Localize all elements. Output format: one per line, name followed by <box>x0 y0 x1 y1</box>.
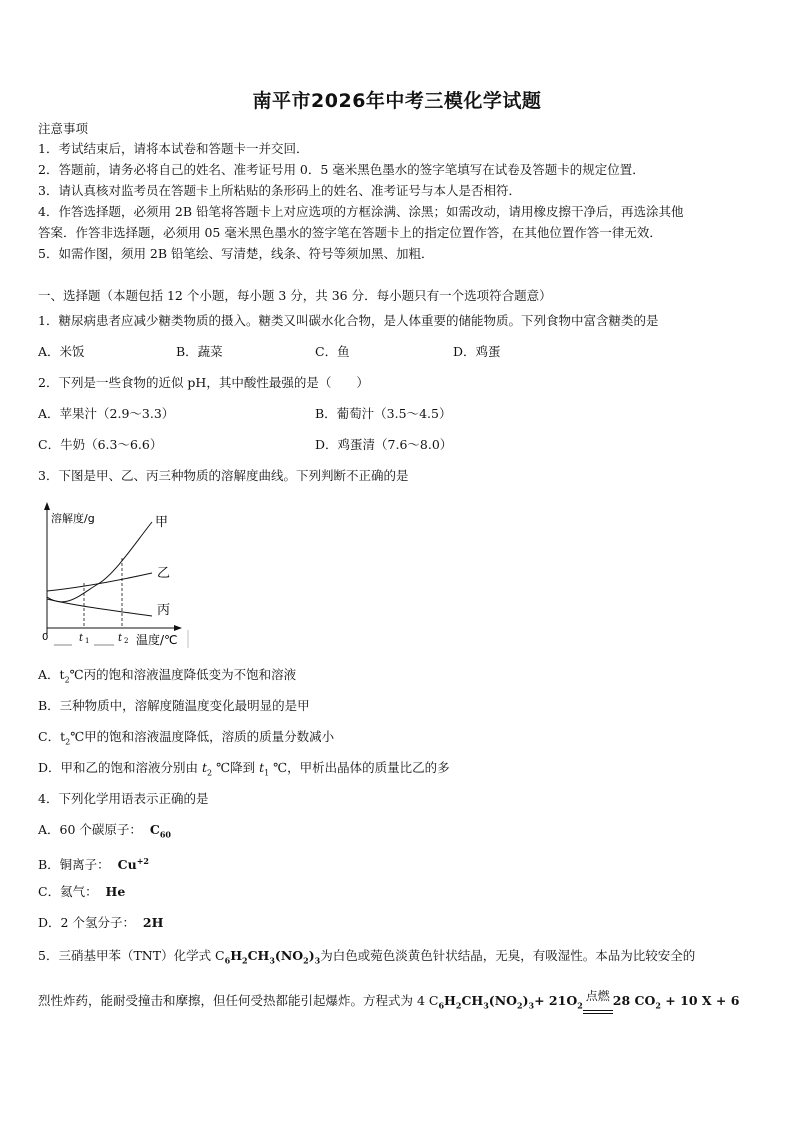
option-c-text: ℃甲的饱和溶液温度降低，溶质的质量分数减小 <box>70 729 335 744</box>
option-b: B．蔬菜 <box>176 344 223 359</box>
formula: C <box>149 822 160 837</box>
q5-text: 5．三硝基甲苯（TNT）化学式 C <box>38 948 225 963</box>
t1-label: t <box>79 633 84 644</box>
tnt-formula: $_6H_2CH_3(NO_2)_3$ <box>438 993 535 1011</box>
t2-subscript: 2 <box>124 637 129 645</box>
question-stem: 4．下列化学用语表示正确的是 <box>38 791 209 806</box>
option-a-subscript: 2 <box>64 675 70 685</box>
q5-text: 为白色或菀色淡黄色针状结晶，无臭，有吸湿性。本品为比较安全的 <box>320 948 696 963</box>
question-stem-line2 <box>38 988 740 1014</box>
option-a <box>38 667 296 689</box>
tnt-formula: $_6H_2CH_3(NO_2)_3$ <box>224 948 321 966</box>
reaction-condition: 点燃 <box>585 988 610 1003</box>
curve-jia <box>47 522 152 602</box>
option-c-text: C．氦气： <box>38 884 98 899</box>
option-b: B．三种物质中，溶解度随温度变化最明显的是甲 <box>38 698 310 713</box>
notice-item: 2．答题前，请务必将自己的姓名、准考证号用 0．5 毫米黑色墨水的签字笔填写在试卷及答题卡的规定位置． <box>38 162 645 177</box>
option-d <box>38 915 163 931</box>
option-c: C．鱼 <box>315 344 350 359</box>
curve-yi <box>47 573 152 591</box>
formula: Cu <box>117 857 137 873</box>
t-symbol: t <box>259 760 265 775</box>
option-c-subscript: 2 <box>65 737 71 747</box>
label-bing: 丙 <box>157 603 171 618</box>
option-a: A．米饭 <box>38 344 85 359</box>
reactant: + 21O <box>534 993 578 1008</box>
option-c: C．牛奶（6.3～6.6） <box>38 437 163 452</box>
subscript: 60 <box>159 829 171 840</box>
option-d-text: ℃，甲析出晶体的质量比乙的多 <box>269 760 450 775</box>
label-jia: 甲 <box>155 515 169 530</box>
section-heading: 一、选择题（本题包括 12 个小题，每小题 3 分，共 36 分．每小题只有一个选项符合题意） <box>38 288 552 303</box>
subscript: 2 <box>577 1000 583 1011</box>
page-title: 南平市2026年中考三模化学试题 <box>252 90 542 112</box>
question-stem: 1．糖尿病患者应减少糖类物质的摄入。糖类又叫碳水化合物，是人体重要的储能物质。下列食物中富含糖类的是 <box>38 313 659 328</box>
y-axis-label: 溶解度/g <box>51 512 95 525</box>
equals-bar <box>583 1010 613 1014</box>
option-a <box>38 822 171 843</box>
formula: 2H <box>142 915 164 930</box>
q5-text: 烈性炸药，能耐受撞击和摩擦，但任何受热都能引起爆炸。方程式为 4 C <box>38 993 439 1008</box>
option-a-prefix: A．t <box>38 667 65 682</box>
label-yi: 乙 <box>157 566 171 581</box>
option-b: B．葡萄汁（3.5～4.5） <box>315 406 452 421</box>
t1-subscript: 1 <box>85 637 90 645</box>
question-stem: 2．下列是一些食物的近似 pH，其中酸性最强的是（ ） <box>38 375 369 390</box>
option-d-text: D．2 个氢分子： <box>38 915 135 930</box>
option-d: D．鸡蛋清（7.6～8.0） <box>315 437 453 452</box>
question-stem: 3．下图是甲、乙、丙三种物质的溶解度曲线。下列判断不正确的是 <box>38 468 409 483</box>
option-a: A．苹果汁（2.9～3.3） <box>38 406 175 421</box>
option-b <box>38 853 149 873</box>
product: 28 CO <box>612 993 656 1008</box>
option-a-text: ℃丙的饱和溶液温度降低变为不饱和溶液 <box>69 667 297 682</box>
question-stem <box>38 948 695 969</box>
notice-item: 答案．作答非选择题，必须用 05 毫米黑色墨水的签字笔在答题卡上的指定位置作答，在其他位置作答一律无效． <box>38 225 662 240</box>
solubility-chart <box>36 502 196 650</box>
option-c-prefix: C．t <box>38 729 66 744</box>
notice-item: 5．如需作图，须用 2B 铅笔绘、写清楚，线条、符号等须加黑、加粗． <box>38 246 434 261</box>
option-b-text: B．铜离子： <box>38 857 110 873</box>
subscript: 1 <box>264 768 270 778</box>
notice-heading: 注意事项 <box>38 121 89 136</box>
option-c <box>38 884 125 900</box>
t2-label: t <box>118 633 123 644</box>
notice-item: 3．请认真核对监考员在答题卡上所粘贴的条形码上的姓名、准考证号与本人是否相符． <box>38 183 521 198</box>
superscript: +2 <box>136 856 149 866</box>
option-c <box>38 729 334 751</box>
option-d-text: D．甲和乙的饱和溶液分别由 <box>38 760 202 775</box>
origin-label: 0 <box>42 632 49 643</box>
t-symbol: t <box>202 760 208 775</box>
subscript: 2 <box>655 1000 661 1011</box>
option-a-text: A．60 个碳原子： <box>38 822 142 837</box>
option-d-text: ℃降到 <box>212 760 260 775</box>
subscript: 2 <box>207 768 213 778</box>
product: + 10 X + 6 <box>660 993 740 1008</box>
notice-item: 4．作答选择题，必须用 2B 铅笔将答题卡上对应选项的方框涂满、涂黑；如需改动，请用橡皮擦干净后，再选涂其他 <box>38 204 684 219</box>
option-d: D．鸡蛋 <box>453 344 501 359</box>
reaction-arrow <box>583 988 613 1014</box>
x-axis-arrow <box>174 625 182 631</box>
option-d <box>38 760 450 782</box>
formula: He <box>105 884 126 899</box>
y-axis-arrow <box>44 502 50 510</box>
notice-item: 1．考试结束后，请将本试卷和答题卡一并交回． <box>38 141 309 156</box>
x-axis-label: 温度/℃ <box>136 633 178 647</box>
